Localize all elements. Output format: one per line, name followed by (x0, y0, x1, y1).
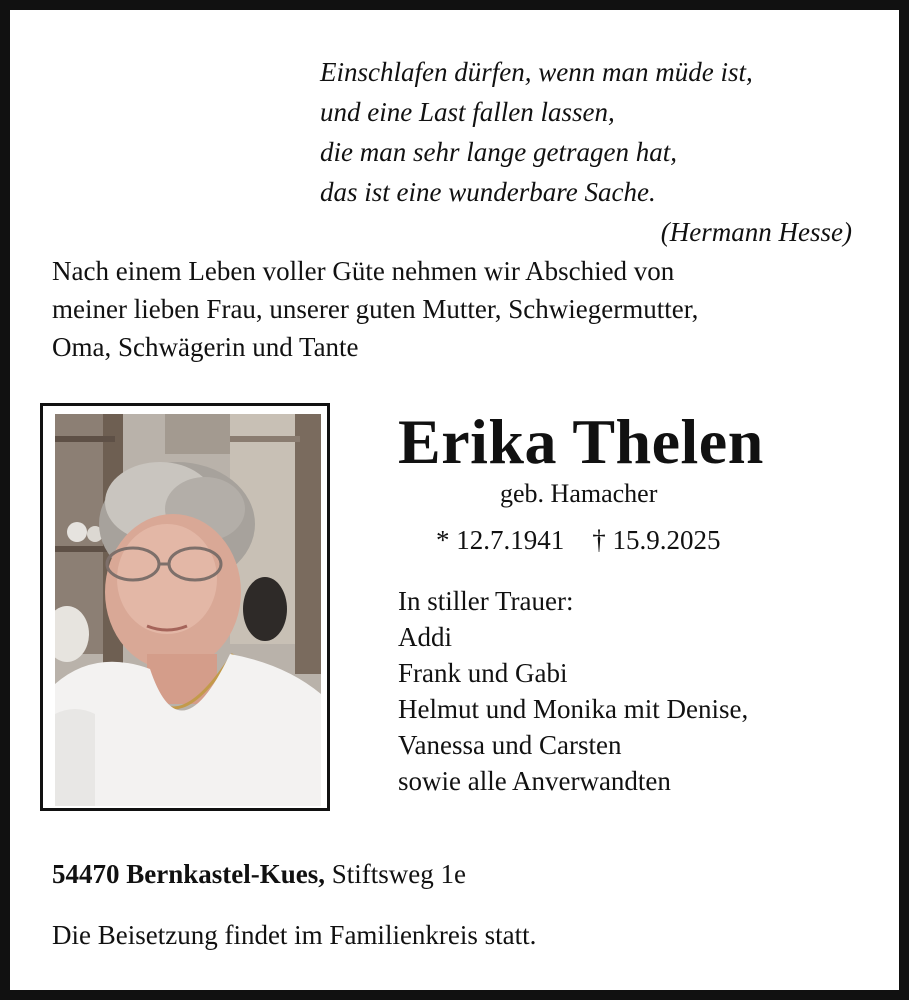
birth-name: geb. Hamacher (500, 479, 658, 508)
intro-line: Oma, Schwägerin und Tante (52, 332, 359, 362)
deceased-name: Erika Thelen (398, 406, 764, 477)
birth-date: * 12.7.1941 (436, 525, 565, 555)
intro-line: Nach einem Leben voller Güte nehmen wir Abschied von (52, 256, 675, 286)
address-city: 54470 Bernkastel-Kues, (52, 859, 325, 889)
burial-notice: Die Beisetzung findet im Familienkreis statt. (52, 920, 537, 950)
portrait-photo (55, 414, 321, 806)
poem-line: und eine Last fallen lassen, (320, 97, 615, 127)
poem-author: (Hermann Hesse) (660, 217, 852, 247)
mourner-name: sowie alle Anverwandten (398, 766, 671, 796)
address-street: Stiftsweg 1e (331, 859, 466, 889)
mourner-name: Helmut und Monika mit Denise, (398, 694, 749, 724)
mourner-name: Vanessa und Carsten (398, 730, 622, 760)
poem-line: die man sehr lange getragen hat, (320, 137, 677, 167)
mourners-list (398, 583, 748, 799)
death-date: † 15.9.2025 (592, 525, 721, 555)
life-dates (436, 522, 721, 558)
poem-line: Einschlafen dürfen, wenn man müde ist, (320, 57, 753, 87)
intro-line: meiner lieben Frau, unserer guten Mutter, Schwiegermutter, (52, 294, 699, 324)
address (52, 856, 466, 892)
intro-text (52, 252, 872, 366)
portrait-photo-frame (40, 403, 330, 811)
poem-line: das ist eine wunderbare Sache. (320, 177, 656, 207)
mourner-name: Addi (398, 622, 452, 652)
poem-quote (320, 52, 860, 252)
mourners-heading: In stiller Trauer: (398, 586, 574, 616)
mourner-name: Frank und Gabi (398, 658, 568, 688)
